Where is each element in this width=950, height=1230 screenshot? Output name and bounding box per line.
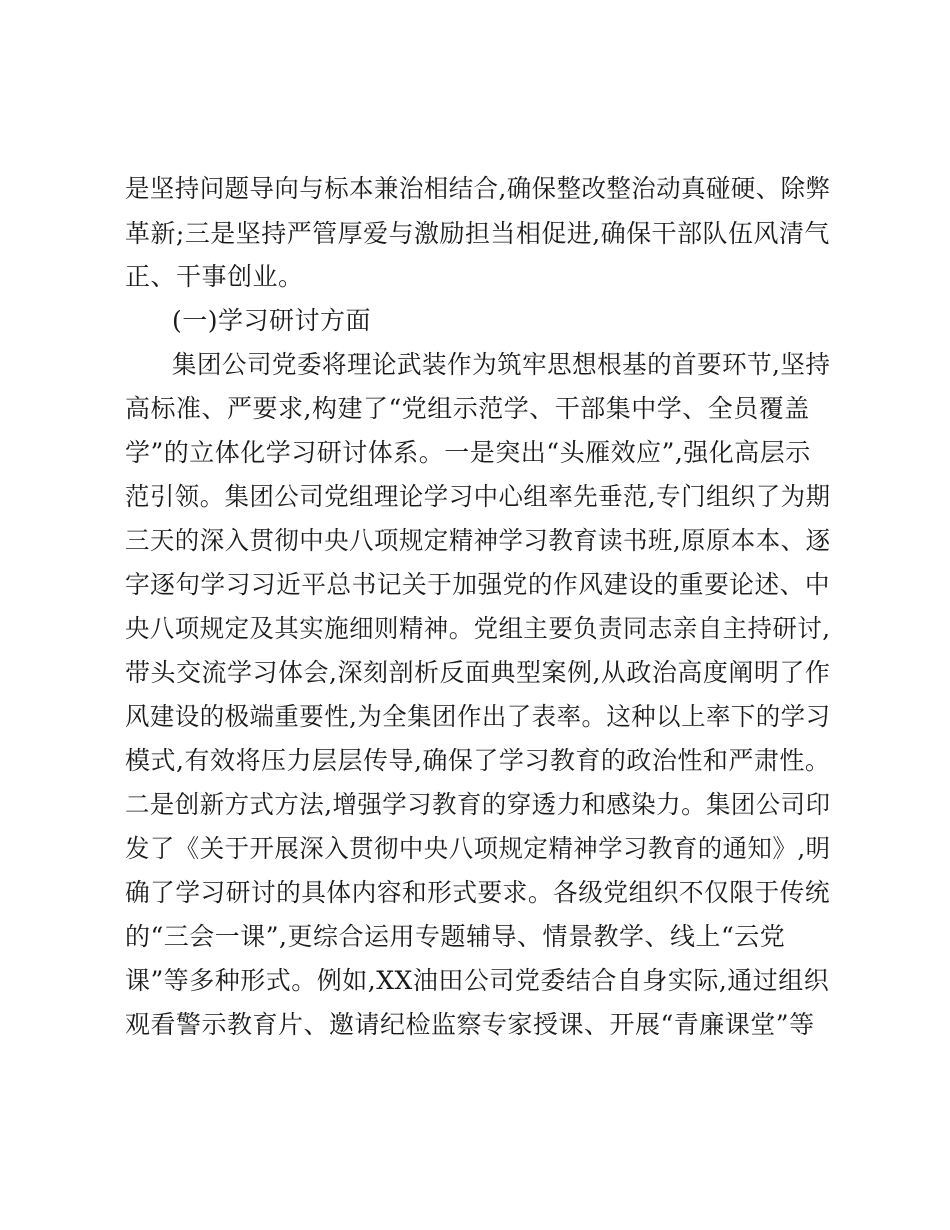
text-line: 课”等多种形式。例如,XX油田公司党委结合自身实际,通过组织 (125, 966, 830, 995)
text-line: 的“三会一课”,更综合运用专题辅导、情景教学、线上“云党 (125, 922, 786, 951)
text-line: 字逐句学习习近平总书记关于加强党的作风建设的重要论述、中 (125, 570, 831, 599)
text-line: 发了《关于开展深入贯彻中央八项规定精神学习教育的通知》,明 (125, 834, 831, 863)
text-line: 范引领。集团公司党组理论学习中心组率先垂范,专门组织了为期 (125, 482, 831, 511)
text-line: 三天的深入贯彻中央八项规定精神学习教育读书班,原原本本、逐 (125, 526, 831, 555)
text-line: 高标准、严要求,构建了“党组示范学、干部集中学、全员覆盖 (125, 394, 810, 423)
section-heading: (一)学习研讨方面 (172, 306, 372, 335)
text-line: 模式,有效将压力层层传导,确保了学习教育的政治性和严肃性。 (125, 746, 831, 775)
text-line: 二是创新方式方法,增强学习教育的穿透力和感染力。集团公司印 (125, 790, 831, 819)
text-line: 学”的立体化学习研讨体系。一是突出“头雁效应”,强化高层示 (125, 438, 811, 467)
text-line: 确了学习研讨的具体内容和形式要求。各级党组织不仅限于传统 (125, 878, 831, 907)
text-line: 带头交流学习体会,深刻剖析反面典型案例,从政治高度阐明了作 (125, 658, 831, 687)
text-line: 观看警示教育片、邀请纪检监察专家授课、开展“青廉课堂”等 (125, 1010, 815, 1039)
text-line: 是坚持问题导向与标本兼治相结合,确保整改整治动真碰硬、除弊 (125, 174, 831, 203)
text-line: 革新;三是坚持严管厚爱与激励担当相促进,确保干部队伍风清气 (125, 219, 830, 248)
paragraph-first-line: 集团公司党委将理论武装作为筑牢思想根基的首要环节,坚持 (172, 350, 831, 379)
text-line: 风建设的极端重要性,为全集团作出了表率。这种以上率下的学习 (125, 702, 831, 731)
text-line: 正、干事创业。 (125, 262, 304, 291)
text-line: 央八项规定及其实施细则精神。党组主要负责同志亲自主持研讨, (125, 614, 831, 643)
